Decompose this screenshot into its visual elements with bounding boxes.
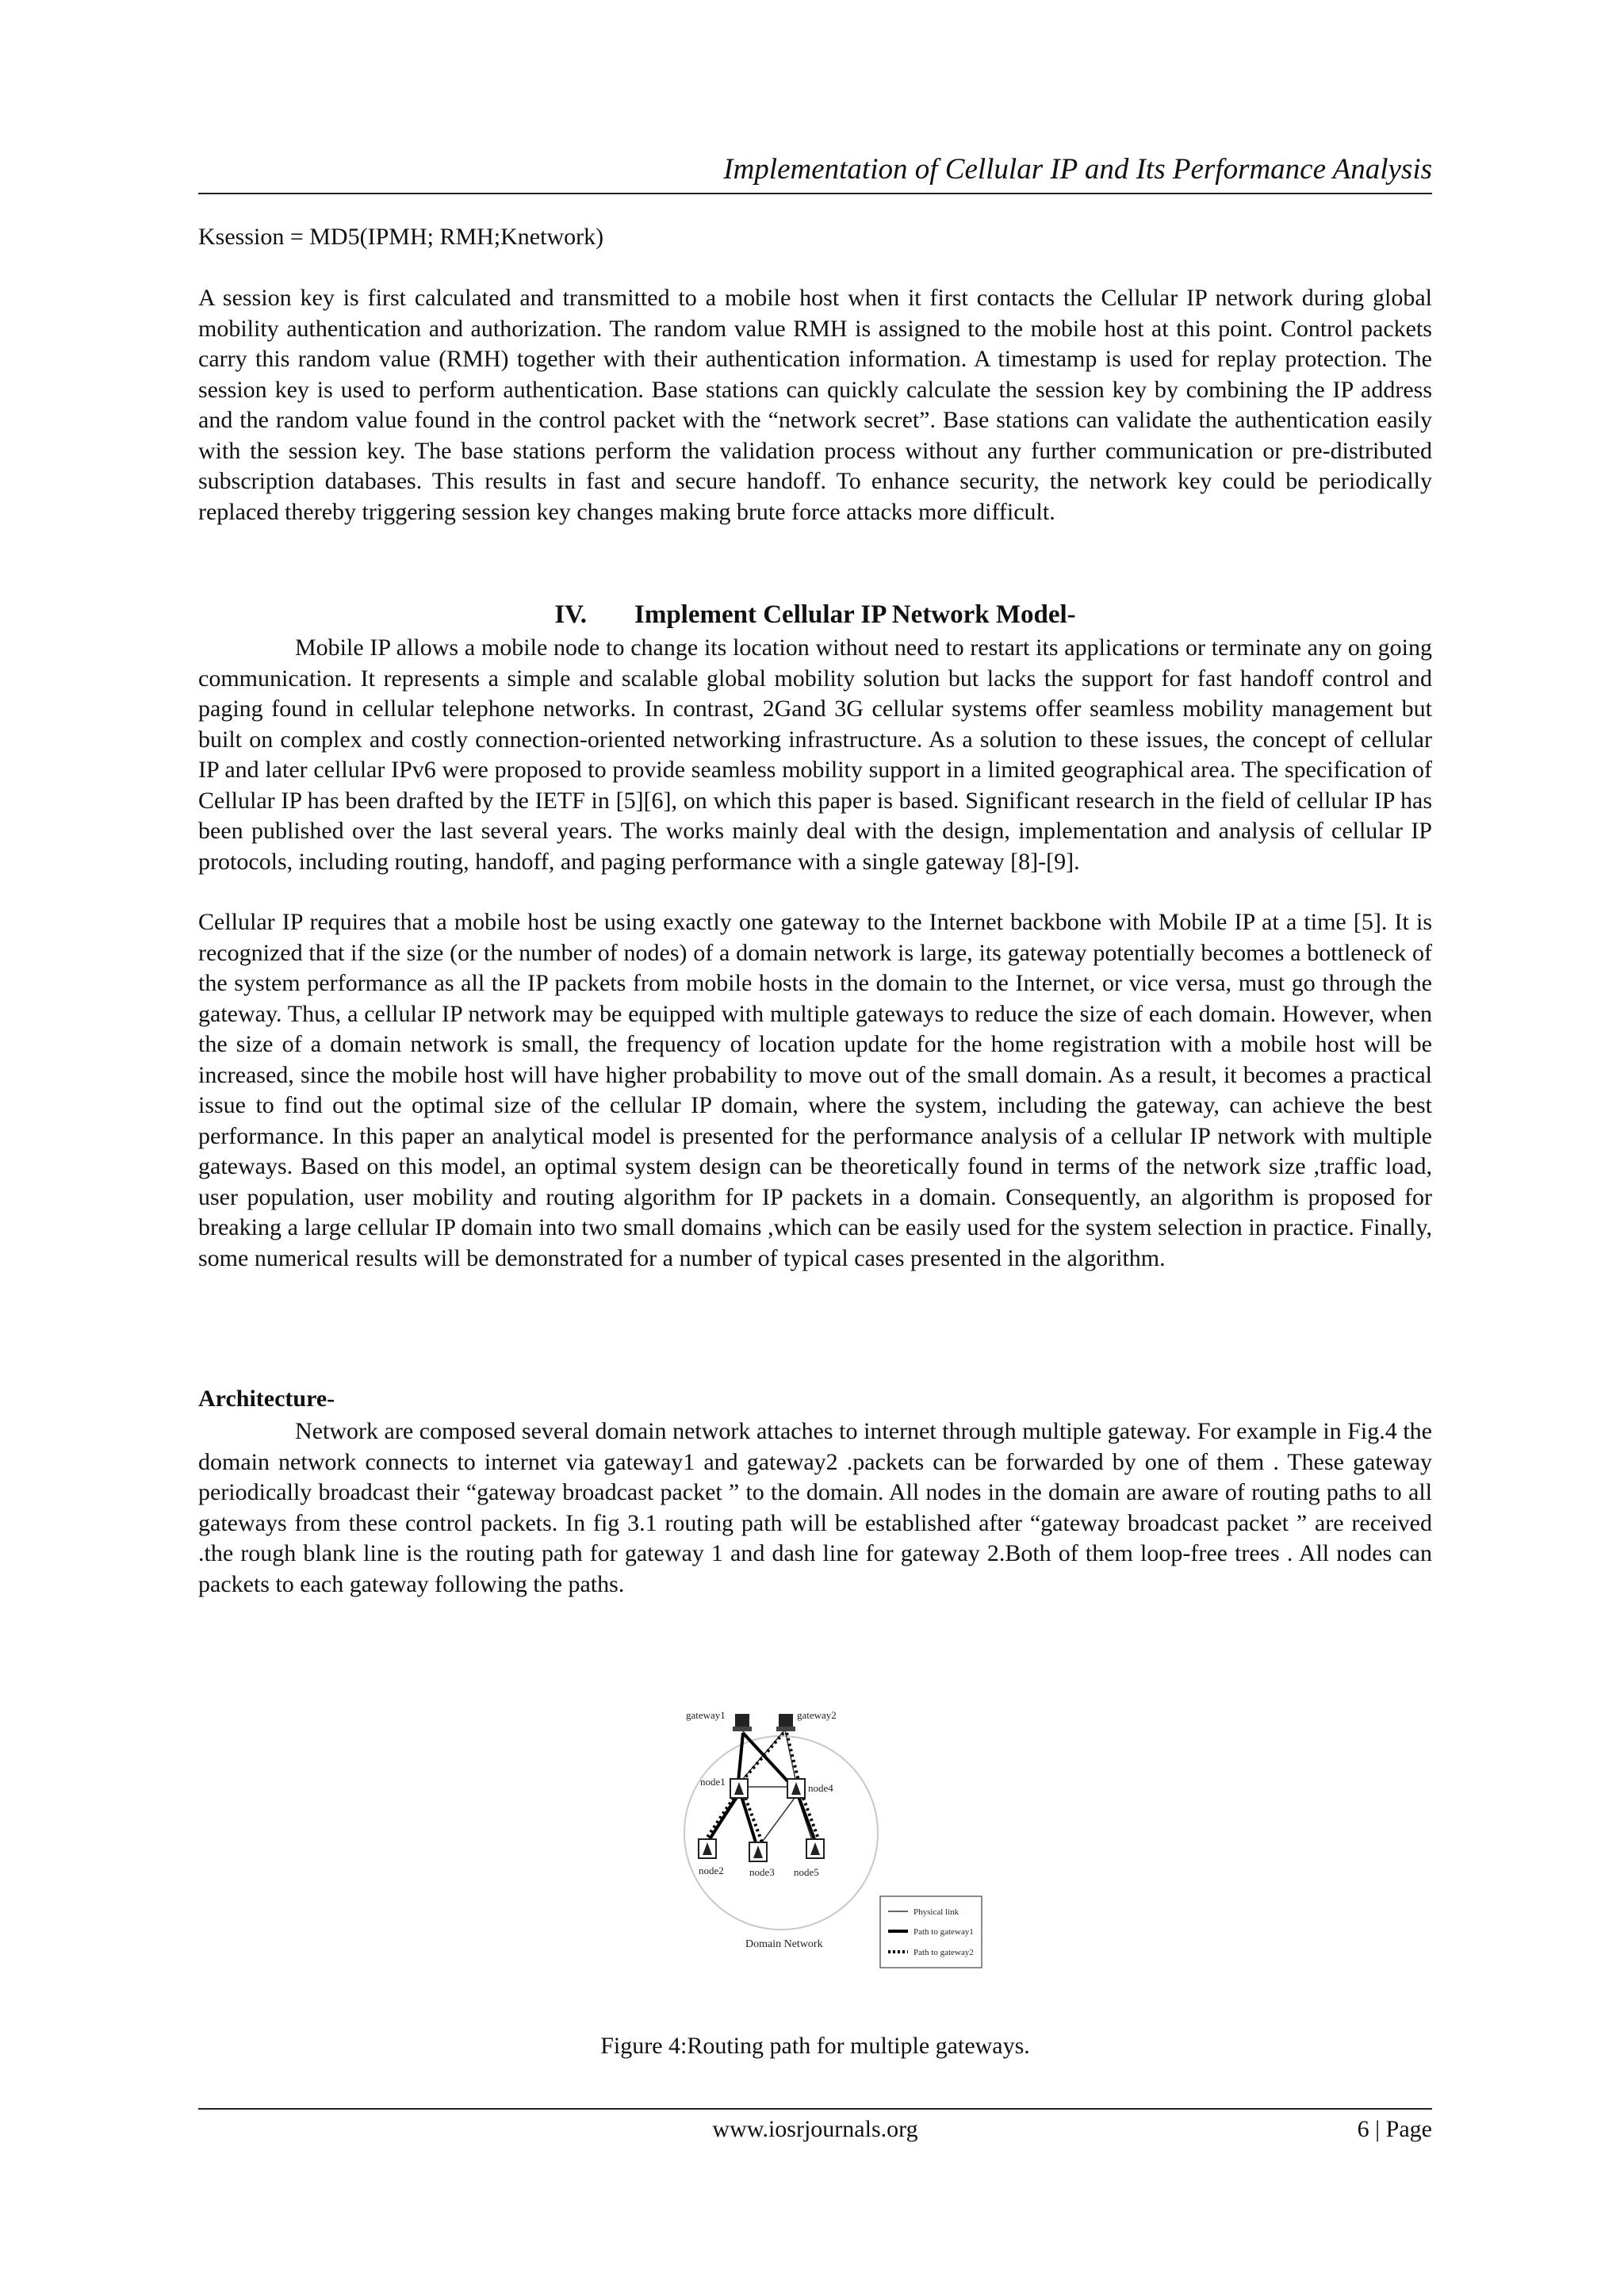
node2-icon <box>699 1839 716 1858</box>
figure-legend <box>880 1896 982 1968</box>
label-gateway1: gateway1 <box>686 1709 726 1721</box>
paragraph-session-key: A session key is first calculated and transmitted to a mobile host when it first contacts the Cellular IP network during global mobility authentication and authorization. The random value RMH is assigned to the mobile host at this point. Control packets carry this random value (RMH) together with their authentication information. A timestamp is used for replay protection. The session key is used to perform authentication. Base stations can quickly calculate the session key by combining the IP address and the random value found in the control packet with the “network secret”. Base stations can validate the authentication easily with the session key. The base stations perform the validation process without any further communication or pre-distributed subscription databases. This results in fast and secure handoff. To enhance security, the network key could be periodically replaced thereby triggering session key changes making brute force attacks more difficult. <box>198 285 1432 525</box>
paragraph-gateway: Cellular IP requires that a mobile host be using exactly one gateway to the Internet backbone with Mobile IP at a time [5]. It is recognized that if the size (or the number of nodes) of a domain network is large, its gateway potentially becomes a bottleneck of the system performance as all the IP packets from mobile hosts in the domain to the Internet, or vice versa, must go through the gateway. Thus, a cellular IP network may be equipped with multiple gateways to reduce the size of each domain. However, when the size of a domain network is small, the frequency of location update for the home registration with a mobile host will be increased, since the mobile host will have higher probability to move out of the small domain. As a result, it becomes a practical issue to find out the optimal size of the cellular IP domain, where the system, including the gateway, can achieve the best performance. In this paper an analytical model is presented for the performance analysis of a cellular IP network with multiple gateways. Based on this model, an optimal system design can be theoretically found in terms of the network size ,traffic load, user population, user mobility and routing algorithm for IP packets in a domain. Consequently, an algorithm is proposed for breaking a large cellular IP domain into two small domains ,which can be easily used for the system selection in practice. Finally, some numerical results will be demonstrated for a number of typical cases presented in the algorithm. <box>198 909 1432 1271</box>
legend-path1-label: Path to gateway1 <box>914 1927 974 1937</box>
label-node4: node4 <box>808 1782 833 1794</box>
running-title: Implementation of Cellular IP and Its Performance Analysis <box>723 153 1432 186</box>
gateway2-icon <box>776 1714 795 1731</box>
routing-figure <box>670 1700 1193 2001</box>
subsection-heading: Architecture- <box>198 1386 335 1412</box>
routing-diagram <box>670 1700 1193 2001</box>
footer-page-number: 6 | Page <box>1357 2116 1432 2142</box>
section-title: Implement Cellular IP Network Model- <box>634 600 1076 629</box>
label-gateway2: gateway2 <box>797 1709 837 1721</box>
gateway1-icon <box>733 1714 752 1731</box>
node1-icon <box>730 1779 748 1798</box>
node3-icon <box>749 1842 767 1861</box>
label-domain-network: Domain Network <box>745 1938 823 1950</box>
paragraph-mobile-ip: Mobile IP allows a mobile node to change its location without need to restart its applications or terminate any on going communication. It represents a simple and scalable global mobility solution but lacks the support for fast handoff control and paging found in cellular telephone networks. In contrast, 2Gand 3G cellular systems offer seamless mobility management but built on complex and costly connection-oriented networking infrastructure. As a solution to these issues, the concept of cellular IP and later cellular IPv6 were proposed to provide seamless mobility support in a limited geographical area. The specification of Cellular IP has been drafted by the IETF in [5][6], on which this paper is based. Significant research in the field of cellular IP has been published over the last several years. The works mainly deal with the design, implementation and analysis of cellular IP protocols, including routing, handoff, and paging performance with a single gateway [8]-[9]. <box>198 634 1432 875</box>
figure-caption: Figure 4:Routing path for multiple gateways. <box>600 2033 1030 2059</box>
session-key-formula: Ksession = MD5(IPMH; RMH;Knetwork) <box>198 224 604 250</box>
node4-icon <box>787 1779 805 1798</box>
label-node5: node5 <box>794 1866 819 1878</box>
legend-physical-label: Physical link <box>914 1907 959 1917</box>
section-heading <box>198 600 1432 630</box>
footer-rule <box>198 2108 1432 2110</box>
legend-path2-label: Path to gateway2 <box>914 1948 974 1957</box>
paragraph-architecture: Network are composed several domain network attaches to internet through multiple gateway. For example in Fig.4 the domain network connects to internet via gateway1 and gateway2 .packets can be forwarded by one of them . These gateway periodically broadcast their “gateway broadcast packet ” to the domain. All nodes in the domain are aware of routing paths to all gateways from these control packets. In fig 3.1 routing path will be established after “gateway broadcast packet ” are received .the rough blank line is the routing path for gateway 1 and dash line for gateway 2.Both of them loop-free trees . All nodes can packets to each gateway following the paths. <box>198 1418 1432 1597</box>
section-number: IV. <box>554 600 587 629</box>
footer-url: www.iosrjournals.org <box>712 2116 918 2142</box>
label-node1: node1 <box>700 1776 726 1788</box>
label-node2: node2 <box>699 1865 724 1876</box>
node5-icon <box>806 1839 824 1858</box>
header-rule <box>198 193 1432 194</box>
label-node3: node3 <box>749 1866 775 1878</box>
